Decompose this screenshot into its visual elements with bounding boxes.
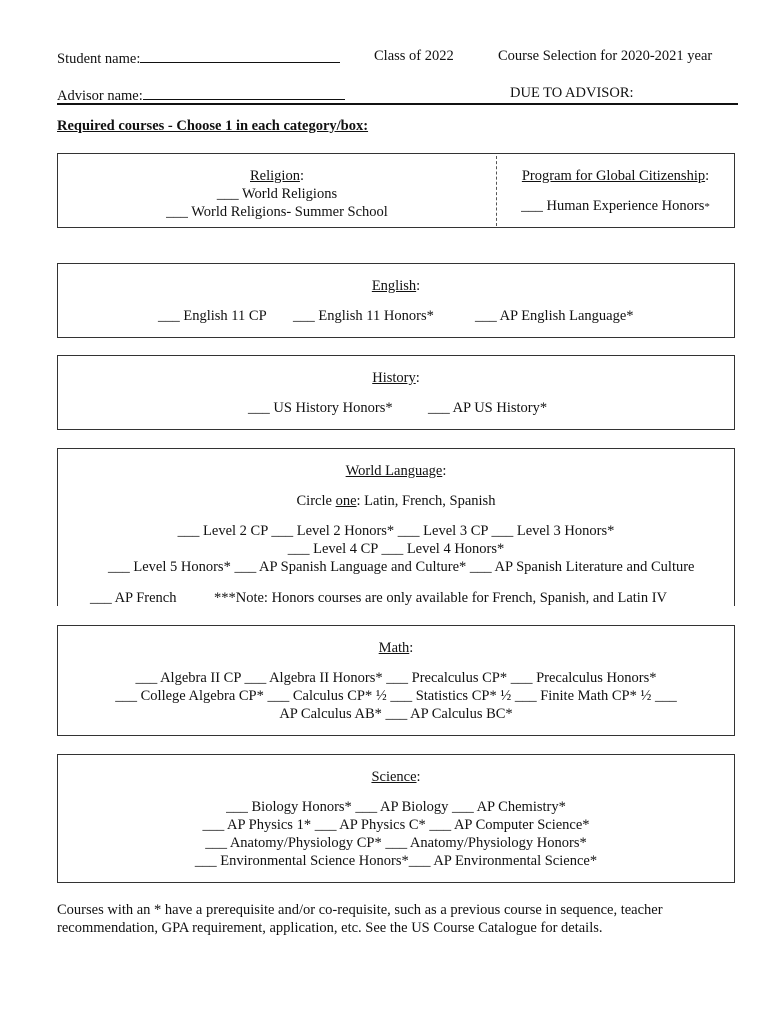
option-world-religions-summer[interactable]: ___ World Religions- Summer School xyxy=(166,204,388,220)
header-rule xyxy=(57,103,738,105)
science-options-line-3[interactable]: ___ Anatomy/Physiology CP* ___ Anatomy/Physiology Honors* xyxy=(205,835,587,851)
religion-global-box xyxy=(57,153,735,228)
religion-title: Religion: xyxy=(250,168,304,184)
option-english-11-honors[interactable]: ___ English 11 Honors* xyxy=(293,308,434,324)
science-options-line-2[interactable]: ___ AP Physics 1* ___ AP Physics C* ___ AP Computer Science* xyxy=(202,817,590,833)
math-options-line-1[interactable]: ___ Algebra II CP ___ Algebra II Honors* ___ Precalculus CP* ___ Precalculus Honors* xyxy=(135,670,657,686)
footer-note-line-2: recommendation, GPA requirement, application, etc. See the US Course Catalogue for details. xyxy=(57,920,603,936)
option-world-religions[interactable]: ___ World Religions xyxy=(216,186,338,202)
circle-one-instruction: Circle one: Latin, French, Spanish xyxy=(296,493,496,509)
required-heading: Required courses - Choose 1 in each category/box: xyxy=(57,118,369,134)
history-title: History: xyxy=(372,370,420,386)
english-title: English: xyxy=(371,278,421,294)
science-box xyxy=(57,754,735,883)
global-section xyxy=(497,154,734,227)
footer-note-line-1: Courses with an * have a prerequisite and/or co-requisite, such as a previous course in sequence, teacher xyxy=(57,902,663,918)
science-options-line-4[interactable]: ___ Environmental Science Honors*___ AP Environmental Science* xyxy=(194,853,598,869)
science-title: Science: xyxy=(371,769,421,785)
english-box xyxy=(57,263,735,338)
advisor-name-label: Advisor name: xyxy=(57,88,143,104)
math-title: Math: xyxy=(378,640,414,656)
math-options-line-2[interactable]: ___ College Algebra CP* ___ Calculus CP* ½ ___ Statistics CP* ½ ___ Finite Math CP* ½ ___ xyxy=(115,688,677,704)
student-name-line[interactable] xyxy=(140,48,340,63)
option-us-history-honors[interactable]: ___ US History Honors* xyxy=(248,400,393,416)
class-of-label: Class of 2022 xyxy=(374,48,454,64)
global-title: Program for Global Citizenship: xyxy=(521,168,710,184)
advisor-name-line[interactable] xyxy=(143,85,345,100)
math-options-line-3[interactable]: AP Calculus AB* ___ AP Calculus BC* xyxy=(279,706,513,722)
option-ap-french[interactable]: ___ AP French xyxy=(90,590,177,606)
language-options-line-1[interactable]: ___ Level 2 CP ___ Level 2 Honors* ___ Level 3 CP ___ Level 3 Honors* xyxy=(177,523,615,539)
option-ap-us-history[interactable]: ___ AP US History* xyxy=(428,400,548,416)
language-options-line-2[interactable]: ___ Level 4 CP ___ Level 4 Honors* xyxy=(287,541,505,557)
due-to-advisor-label: DUE TO ADVISOR: xyxy=(510,85,634,101)
option-english-11-cp[interactable]: ___ English 11 CP xyxy=(158,308,267,324)
student-name-field[interactable] xyxy=(57,48,340,68)
option-human-experience[interactable]: ___ Human Experience Honors* xyxy=(521,198,710,214)
world-language-box xyxy=(57,448,735,606)
option-ap-english-language[interactable]: ___ AP English Language* xyxy=(475,308,634,324)
advisor-name-field[interactable] xyxy=(57,85,345,105)
student-name-label: Student name: xyxy=(57,51,141,67)
course-selection-label: Course Selection for 2020-2021 year xyxy=(498,48,713,64)
honors-note: ***Note: Honors courses are only available for French, Spanish, and Latin IV xyxy=(214,590,668,606)
language-options-line-3[interactable]: ___ Level 5 Honors* ___ AP Spanish Language and Culture* ___ AP Spanish Literature and Culture xyxy=(108,559,695,575)
history-box xyxy=(57,355,735,430)
science-options-line-1[interactable]: ___ Biology Honors* ___ AP Biology ___ AP Chemistry* xyxy=(226,799,566,815)
religion-section xyxy=(58,154,496,227)
math-box xyxy=(57,625,735,736)
world-language-title: World Language: xyxy=(345,463,447,479)
